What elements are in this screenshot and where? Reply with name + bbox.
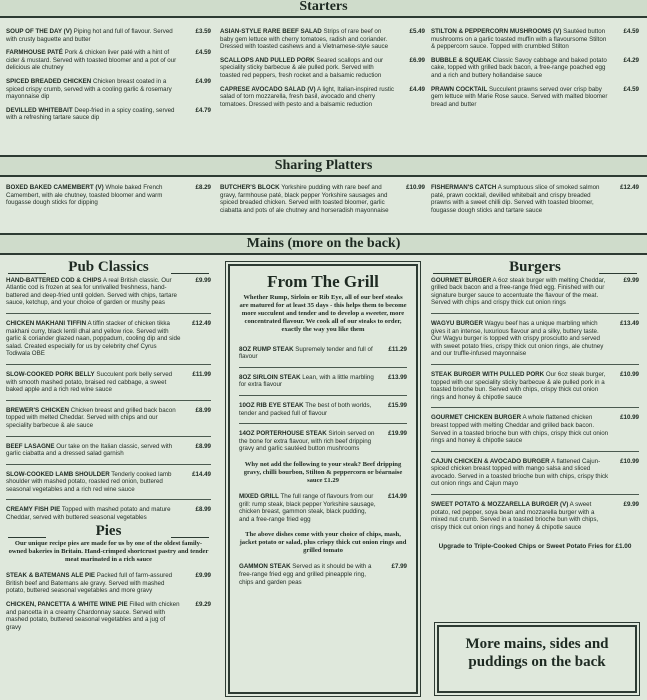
item-name: SOUP OF THE DAY (V) [6, 28, 72, 35]
item-price: £4.59 [195, 49, 211, 57]
item-price: £9.99 [195, 572, 211, 580]
item-desc: Yorkshire pudding with rare beef and gravy, farmhouse paté, black pepper Yorkshire sausages and spiced breaded chicken. Served with toasted bloomer, garlic ciabatta and pots of ale chutney and horseradish mayonnaise [220, 184, 389, 214]
pies-title: Pies [6, 528, 211, 536]
item-price: £15.99 [388, 401, 407, 409]
item-price: £10.99 [406, 184, 425, 191]
item-desc: Our take on the Italian classic, served with garlic ciabatta and a dressed salad garnish [6, 442, 173, 458]
menu-item [6, 371, 211, 394]
sharing-col-2 [220, 184, 425, 220]
item-name: STEAK & BATEMANS ALE PIE [6, 572, 96, 580]
menu-item [220, 57, 425, 80]
item-desc: Pork & chicken liver paté with a hint of cider & mustard. Served with toasted bloomer and a pot of our delicious ale chutney [6, 49, 177, 72]
menu-item [239, 374, 407, 389]
item-desc: A sweet potato, red pepper, soya bean and mozzarella burger with a mixed nut crumb. Served in a toasted brioche bun with chips, crispy thick cut onion rings and honey & chipotle sauce [431, 501, 599, 531]
divider [431, 407, 639, 408]
item-name: MIXED GRILL [239, 492, 279, 500]
item-name: 14OZ PORTERHOUSE STEAK [239, 430, 327, 438]
item-name: 8OZ SIRLOIN STEAK [239, 373, 301, 381]
item-desc: Lean, with a little marbling for extra flavour [239, 373, 374, 389]
menu-item-mixed-grill [239, 493, 407, 523]
menu-item [6, 78, 211, 101]
item-desc: Packed full of farm-assured British beef and Batemans ale gravy. Served with mashed potato, buttered seasonal vegetables and more gravy [6, 572, 173, 595]
item-name: DEVILLED WHITEBAIT [6, 106, 73, 114]
item-price: £7.99 [391, 563, 407, 571]
menu-item [220, 184, 425, 214]
item-name: GOURMET BURGER [431, 276, 492, 284]
item-desc: Wagyu beef has a unique marbling which gives it an intense, luxurious flavour and a silky, buttery taste. Our Wagyu burger is topped with crispy prosciutto and served with sweet potato fries, crispy thick cut onion rings, ale chutney and our truffle-infused mayonnaise [431, 319, 604, 358]
menu-item [6, 277, 211, 307]
menu-item [431, 184, 639, 214]
item-name: BREWER'S CHICKEN [6, 406, 70, 414]
item-price: £11.99 [192, 370, 211, 378]
item-price: £10.99 [620, 457, 639, 465]
item-price: £9.99 [195, 276, 211, 284]
item-price: £4.79 [195, 106, 211, 114]
item-desc: A light, Italian-inspired rustic salad of torn mozzarella, fresh basil, avocado and cherry tomatoes. Dressed with pesto and a balsamic reduction [220, 85, 395, 108]
menu-item [239, 346, 407, 361]
item-name: BUBBLE & SQUEAK [431, 56, 492, 64]
menu-item [6, 601, 211, 631]
classics-title: Pub Classics [6, 264, 211, 272]
item-price: £4.59 [623, 28, 639, 35]
item-price: £13.49 [620, 319, 639, 327]
item-name: CREAMY FISH PIE [6, 506, 61, 514]
item-price: £6.99 [409, 56, 425, 64]
item-name: FISHERMAN'S CATCH [431, 184, 497, 191]
item-price: £8.99 [195, 442, 211, 450]
item-desc: Chicken breast and grilled back bacon topped with melted Cheddar. Served with chips and our speciality barbecue & ale sauce [6, 406, 176, 429]
pies-intro: Our unique recipe pies are made for us by one of the oldest family-owned bakeries in Britain. Hand-crimped shortcrust pastry and tender meat marinated in a rich sauce [8, 540, 209, 564]
menu-item [431, 501, 639, 531]
menu-item-gammon-steak [239, 563, 407, 586]
menu-item [6, 471, 211, 494]
item-price: £8.99 [195, 506, 211, 514]
menu-item [220, 28, 425, 51]
item-name: STILTON & PEPPERCORN MUSHROOMS (V) [431, 28, 562, 35]
item-desc: Succulent prawns served over crisp baby gem lettuce with Marie Rose sauce. Served with malted bloomer bread and butter [431, 85, 608, 108]
item-price: £9.29 [195, 601, 211, 609]
starters-col-1 [6, 28, 211, 128]
item-name: STEAK BURGER WITH PULLED PORK [431, 370, 545, 378]
burgers-title: Burgers [431, 264, 639, 272]
item-name: FARMHOUSE PATÉ [6, 49, 63, 57]
item-price: £10.99 [620, 414, 639, 422]
item-name: CAJUN CHICKEN & AVOCADO BURGER [431, 457, 550, 465]
menu-item [6, 107, 211, 122]
item-price: £4.49 [409, 85, 425, 93]
menu-item [431, 371, 639, 401]
item-name: WAGYU BURGER [431, 319, 483, 327]
more-on-back-box: More mains, sides and puddings on the back [437, 625, 637, 693]
item-name: SLOW-COOKED LAMB SHOULDER [6, 470, 110, 478]
item-desc: The full range of flavours from our grill: rump steak, black pepper Yorkshire sausage, chicken breast, gammon steak, black pudding, and a free-range fried egg [239, 492, 376, 523]
item-name: BOXED BAKED CAMEMBERT (V) [6, 184, 104, 191]
item-price: £13.99 [388, 373, 407, 381]
item-price: £4.29 [623, 56, 639, 64]
item-name: SCALLOPS AND PULLED PORK [220, 56, 315, 64]
menu-item [431, 57, 639, 80]
menu-item [220, 86, 425, 109]
item-desc: Served as it should be with a free-range fried egg and grilled pineapple ring, chips and garden peas [239, 563, 372, 586]
item-desc: Topped with mashed potato and mature Cheddar, served with buttered seasonal vegetables [6, 506, 171, 522]
menu-item [239, 402, 407, 417]
item-desc: Supremely tender and full of flavour [239, 345, 373, 361]
menu-item [6, 320, 211, 358]
item-desc: A flattened Cajun-spiced chicken breast topped with mango salsa and sliced avocado. Served in a toasted brioche bun with chips, crispy thick cut onion rings and Cajun mayo [431, 457, 609, 488]
item-price: £8.29 [195, 184, 211, 191]
upgrade-note: Upgrade to Triple-Cooked Chips or Sweet Potato Fries for £1.00 [438, 543, 632, 551]
sharing-col-3 [431, 184, 639, 220]
divider [239, 423, 407, 424]
item-desc: Whole baked French Camembert, with ale chutney, toasted bloomer and warm fougasse dough sticks for dipping [6, 184, 163, 207]
item-name: SLOW-COOKED PORK BELLY [6, 370, 95, 378]
divider [431, 451, 639, 452]
menu-item [6, 572, 211, 595]
item-desc: A real British classic. Our Atlantic cod is frozen at sea for unrivalled freshness, hand-battered and deep-fried until golden. Served with chips, tartare sauce, ketchup, and your choice of garden or mushy peas [6, 276, 177, 307]
item-desc: The best of both worlds, tender and packed full of flavour [239, 401, 372, 417]
divider [6, 499, 211, 500]
item-price: £3.59 [195, 28, 211, 35]
menu-item [6, 407, 211, 430]
item-desc: Deep-fried in a spicy coating, served with a refreshing tartare sauce dip [6, 106, 175, 122]
item-name: 10OZ RIB EYE STEAK [239, 401, 304, 409]
menu-item [239, 430, 407, 453]
item-name: CHICKEN MAKHANI TIFFIN [6, 319, 87, 327]
divider [431, 364, 639, 365]
item-price: £4.99 [195, 77, 211, 85]
item-desc: Piping hot and full of flavour. Served with crusty baguette and butter [6, 28, 173, 43]
item-name: SWEET POTATO & MOZZARELLA BURGER (V) [431, 501, 569, 509]
item-desc: Classic Savoy cabbage and baked potato cake, topped with grilled back bacon, a free-range poached egg and a rich and buttery hollandaise sauce [431, 56, 607, 79]
item-price: £9.99 [623, 276, 639, 284]
mains-band: Mains (more on the back) [0, 233, 647, 255]
item-price: £14.99 [388, 492, 407, 500]
menu-item [431, 86, 639, 109]
item-name: 8OZ RUMP STEAK [239, 345, 294, 353]
item-price: £8.99 [195, 406, 211, 414]
item-desc: Filled with chicken and pancetta in a creamy Chardonnay sauce. Served with mashed potato, buttered seasonal vegetables and a jug of gravy [6, 601, 180, 631]
item-name: BEEF LASAGNE [6, 442, 55, 450]
sauce-text: Why not add the following to your steak? Beef dripping gravy, chilli bourbon, Stilton & peppercorn or béarnaise sauce £1.29 [243, 460, 403, 484]
item-price: £11.29 [388, 345, 407, 353]
starters-col-2 [220, 28, 425, 114]
divider [431, 494, 639, 495]
item-desc: Seared scallops and our speciality sticky barbecue & ale pulled pork. Served with toasted red peppers, fresh rocket and a balsamic reduction [220, 56, 384, 79]
menu-item [6, 28, 211, 43]
menu-item [431, 458, 639, 488]
sides-text: The above dishes come with your choice of chips, mash, jacket potato or salad, plus crispy thick cut onion rings and grilled tomato [239, 531, 407, 555]
item-name: CHICKEN, PANCETTA & WHITE WINE PIE [6, 601, 128, 609]
menu-item [6, 184, 211, 207]
grill-title: From The Grill [267, 272, 379, 291]
item-desc: Succulent pork belly served with smooth mashed potato, braised red cabbage, a sweet baked apple and a rich red wine sauce [6, 370, 173, 394]
item-desc: A tiffin stacker of chicken tikka makhani curry, black lentil dhal and yellow rice. Served with garlic & coriander glazed naan, poppadum, cooling dip and side salad. Created especially for us by celebrity chef Cyrus Todiwala OBE [6, 319, 181, 358]
sharing-col-1 [6, 184, 211, 213]
item-name: GAMMON STEAK [239, 563, 291, 571]
divider [239, 395, 407, 396]
item-price: £5.49 [409, 28, 425, 35]
item-price: £14.49 [192, 470, 211, 478]
divider [6, 313, 211, 314]
item-desc: Strips of rare beef on baby gem lettuce with cherry tomatoes, radish and coriander. Dressed with toasted cashews and a Vietnamese-style sauce [220, 28, 389, 51]
item-name: HAND-BATTERED COD & CHIPS [6, 276, 102, 284]
item-desc: Tenderly cooked lamb shoulder with mashed potato, roasted red onion, buttered seasonal vegetables and a rich red wine sauce [6, 470, 172, 493]
item-name: SPICED BREADED CHICKEN [6, 77, 92, 85]
starters-col-3 [431, 28, 639, 114]
grill-intro: Whether Rump, Sirloin or Rib Eye, all of our beef steaks are matured for at least 35 days - this helps them to become more succulent and tender and to develop a sweeter, more concentrated flavour. We cook all of our steaks to order, exactly the way you like them [239, 293, 407, 333]
menu-item [431, 277, 639, 307]
divider [6, 400, 211, 401]
item-price: £4.59 [623, 85, 639, 93]
divider [239, 367, 407, 368]
item-desc: Our 6oz steak burger, topped with our speciality sticky barbecue & ale pulled pork in a toasted brioche bun. Served with chips, crispy thick cut onion rings and honey & chipotle sauce [431, 370, 606, 401]
divider [431, 313, 639, 314]
sharing-band: Sharing Platters [0, 155, 647, 177]
divider [6, 364, 211, 365]
item-price: £12.49 [192, 319, 211, 327]
item-name: BUTCHER'S BLOCK [220, 184, 280, 191]
item-name: GOURMET CHICKEN BURGER [431, 414, 522, 422]
classics-column [6, 259, 211, 637]
divider [6, 436, 211, 437]
item-price: £9.99 [623, 501, 639, 509]
item-desc: Sirloin served on the bone for extra flavour, with rich beef dripping gravy and garlic sautéed button mushrooms [239, 430, 375, 453]
item-price: £12.49 [620, 184, 639, 191]
item-desc: Sautéed button mushrooms on a garlic toasted muffin with a flavoursome Stilton & peppercorn sauce. Topped with crumbled Stilton [431, 28, 607, 51]
item-desc: A 6oz steak burger with melting Cheddar, grilled back bacon and a free-range fried egg. Finished with our signature burger sauce to accentuate the flavour of the meat. Served with chips and crispy thick cut onion rings [431, 276, 606, 307]
divider [6, 464, 211, 465]
item-price: £10.99 [620, 370, 639, 378]
grill-box [228, 264, 418, 694]
item-desc: A whole flattened chicken breast topped with melting Cheddar and grilled back bacon. Served in a toasted brioche bun with chips, crispy thick cut onion rings and honey & chipotle sauce [431, 414, 609, 445]
menu-item [431, 28, 639, 51]
burgers-column [431, 259, 639, 551]
item-name: CAPRESE AVOCADO SALAD (V) [220, 85, 316, 93]
item-desc: Chicken breast coated in a spiced crispy crumb, served with a cooling garlic & rosemary mayonnaise dip [6, 77, 172, 101]
starters-band: Starters [0, 0, 647, 18]
menu-item [6, 443, 211, 458]
item-name: ASIAN-STYLE RARE BEEF SALAD [220, 28, 322, 35]
menu-item [431, 414, 639, 444]
item-price: £19.99 [388, 430, 407, 438]
item-name: PRAWN COCKTAIL [431, 85, 488, 93]
menu-item [6, 506, 211, 521]
menu-item [431, 320, 639, 358]
item-desc: A sumptuous slice of smoked salmon paté, prawn cocktail, devilled whitebait and crispy breaded prawns with a sweet chilli dip. Served with toasted bloomer, fougasse dough sticks and tartare sauce [431, 184, 600, 214]
menu-item [6, 49, 211, 72]
